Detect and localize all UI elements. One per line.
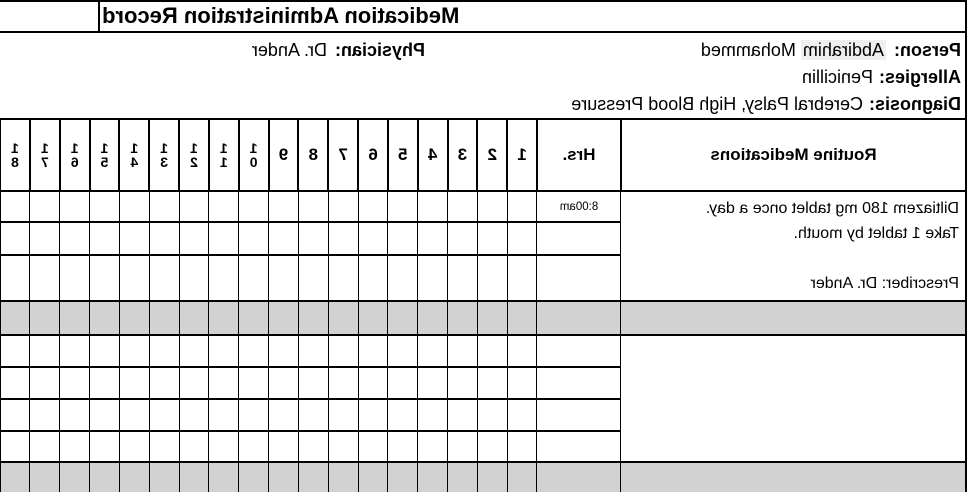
hour-cell[interactable] xyxy=(507,399,537,431)
hour-cell xyxy=(507,462,537,492)
hour-cell[interactable] xyxy=(179,399,209,431)
time-cell[interactable] xyxy=(537,399,621,431)
hour-cell[interactable] xyxy=(119,222,149,255)
hour-cell xyxy=(477,301,507,335)
hour-cell[interactable] xyxy=(0,367,30,399)
hour-digit: 0 xyxy=(249,154,258,170)
hour-cell xyxy=(30,462,60,492)
patient-info-section xyxy=(0,33,965,118)
hour-cell[interactable] xyxy=(388,335,418,367)
hour-cell[interactable] xyxy=(30,191,60,222)
hour-cell[interactable] xyxy=(269,335,299,367)
hour-cell[interactable] xyxy=(298,222,328,255)
hour-cell[interactable] xyxy=(477,255,507,301)
hour-cell[interactable] xyxy=(358,367,388,399)
hour-cell[interactable] xyxy=(507,191,537,222)
hour-cell xyxy=(60,462,90,492)
hour-cell xyxy=(328,301,358,335)
hour-header-cell xyxy=(60,119,90,191)
hour-cell xyxy=(418,301,448,335)
hour-header-cell xyxy=(90,119,120,191)
hour-cell xyxy=(418,462,448,492)
shaded-med-cell xyxy=(621,462,965,492)
hour-header-cell xyxy=(30,119,60,191)
hour-cell xyxy=(507,301,537,335)
hour-label: 9 xyxy=(278,145,289,164)
hour-cell[interactable] xyxy=(179,191,209,222)
allergies-label: Allergies: xyxy=(878,67,961,87)
hour-cell[interactable] xyxy=(0,335,30,367)
hour-cell[interactable] xyxy=(30,335,60,367)
shaded-divider-row xyxy=(0,301,965,335)
hour-cell[interactable] xyxy=(209,335,239,367)
hour-digit: 1 xyxy=(190,140,198,156)
person-last-name: Mohammed xyxy=(700,40,796,60)
hour-cell[interactable] xyxy=(30,431,60,462)
allergies-value: Penicillin xyxy=(801,67,873,87)
hour-cell[interactable] xyxy=(179,222,209,255)
hour-cell[interactable] xyxy=(507,335,537,367)
shaded-med-cell xyxy=(621,301,965,335)
hour-cell xyxy=(119,301,149,335)
hour-cell[interactable] xyxy=(179,335,209,367)
hour-cell[interactable] xyxy=(149,399,179,431)
hour-cell xyxy=(0,301,30,335)
page-title: Medication Administration Record xyxy=(98,2,965,31)
hour-cell[interactable] xyxy=(388,191,418,222)
hour-cell[interactable] xyxy=(269,399,299,431)
hour-cell[interactable] xyxy=(30,367,60,399)
hour-cell[interactable] xyxy=(60,367,90,399)
hour-header-cell xyxy=(507,119,537,191)
med-line-2: Take 1 tablet by mouth. xyxy=(793,225,959,242)
hour-cell[interactable] xyxy=(298,431,328,462)
hour-cell xyxy=(239,301,269,335)
hour-cell[interactable] xyxy=(269,191,299,222)
hour-cell[interactable] xyxy=(388,431,418,462)
prescriber-line: Prescriber: Dr. Ander xyxy=(810,275,959,292)
hour-cell[interactable] xyxy=(90,191,120,222)
hour-header-cell xyxy=(179,119,209,191)
hour-cell[interactable] xyxy=(328,191,358,222)
hour-cell[interactable] xyxy=(179,367,209,399)
hour-cell[interactable] xyxy=(358,431,388,462)
hour-cell xyxy=(90,462,120,492)
hour-cell[interactable] xyxy=(269,367,299,399)
hour-label: 2 xyxy=(487,145,497,164)
hour-cell[interactable] xyxy=(418,367,448,399)
hour-cell[interactable] xyxy=(90,399,120,431)
shaded-hrs-cell xyxy=(537,462,621,492)
hour-label: 8 xyxy=(308,145,319,164)
hour-cell[interactable] xyxy=(239,335,269,367)
hour-cell[interactable] xyxy=(60,222,90,255)
hour-cell[interactable] xyxy=(418,399,448,431)
hour-cell[interactable] xyxy=(388,222,418,255)
hour-cell[interactable] xyxy=(388,399,418,431)
routine-medications-header-cell: Routine Medications xyxy=(621,119,965,191)
hour-cell xyxy=(149,301,179,335)
hour-header-cell xyxy=(448,119,478,191)
hour-digit: 6 xyxy=(70,154,79,170)
hour-cell[interactable] xyxy=(477,191,507,222)
hour-cell xyxy=(388,462,418,492)
hour-cell[interactable] xyxy=(0,431,30,462)
hour-digit: 5 xyxy=(100,154,109,170)
hour-cell[interactable] xyxy=(328,255,358,301)
hour-label: 3 xyxy=(457,145,468,164)
hour-digit: 3 xyxy=(160,154,169,170)
hour-cell xyxy=(269,462,299,492)
person-line xyxy=(0,37,961,64)
hour-header-cell xyxy=(119,119,149,191)
time-cell[interactable] xyxy=(537,255,621,301)
hour-digit: 1 xyxy=(11,140,19,156)
hour-cell[interactable] xyxy=(119,255,149,301)
hour-cell[interactable] xyxy=(179,255,209,301)
table-header-row xyxy=(0,119,965,191)
hour-cell xyxy=(448,462,478,492)
time-cell[interactable] xyxy=(537,431,621,462)
hour-cell[interactable] xyxy=(90,335,120,367)
hour-cell[interactable] xyxy=(328,399,358,431)
hour-cell[interactable] xyxy=(209,255,239,301)
hour-cell[interactable] xyxy=(179,431,209,462)
hour-cell[interactable] xyxy=(149,335,179,367)
hour-cell[interactable] xyxy=(328,431,358,462)
hour-cell[interactable] xyxy=(0,222,30,255)
hour-cell[interactable] xyxy=(119,399,149,431)
hour-cell[interactable] xyxy=(209,431,239,462)
hour-label: 7 xyxy=(338,145,348,164)
hour-cell[interactable] xyxy=(209,367,239,399)
hour-cell[interactable] xyxy=(328,222,358,255)
hour-cell[interactable] xyxy=(119,431,149,462)
hour-cell[interactable] xyxy=(388,255,418,301)
hour-cell[interactable] xyxy=(418,431,448,462)
hour-cell xyxy=(90,301,120,335)
hour-cell xyxy=(477,462,507,492)
med-row-1 xyxy=(0,191,965,222)
hour-header-cell xyxy=(477,119,507,191)
hour-digit: 1 xyxy=(249,140,258,156)
time-cell[interactable] xyxy=(537,335,621,367)
hour-cell[interactable] xyxy=(269,431,299,462)
hour-cell[interactable] xyxy=(90,367,120,399)
hour-cell xyxy=(388,301,418,335)
hour-digit: 1 xyxy=(100,140,109,156)
hour-cell xyxy=(60,301,90,335)
hour-cell[interactable] xyxy=(60,335,90,367)
diagnosis-line xyxy=(0,91,961,118)
hour-cell[interactable] xyxy=(239,255,269,301)
hour-cell[interactable] xyxy=(448,399,478,431)
shaded-hrs-cell xyxy=(537,301,621,335)
hour-digit: 4 xyxy=(130,154,139,170)
hour-cell xyxy=(119,462,149,492)
hour-cell[interactable] xyxy=(298,255,328,301)
hour-cell[interactable] xyxy=(418,335,448,367)
physician-label: Physician: xyxy=(334,40,425,60)
hour-cell xyxy=(0,462,30,492)
hour-cell[interactable] xyxy=(30,399,60,431)
hrs-header-cell: Hrs. xyxy=(537,119,621,191)
hour-cell[interactable] xyxy=(209,222,239,255)
time-cell[interactable] xyxy=(537,367,621,399)
shaded-divider-row xyxy=(0,462,965,492)
hour-cell xyxy=(239,462,269,492)
hour-cell[interactable] xyxy=(149,431,179,462)
hour-cell[interactable] xyxy=(418,191,448,222)
person-first-name-highlighted: Abdirahim xyxy=(802,40,884,60)
hour-cell[interactable] xyxy=(149,191,179,222)
hour-cell[interactable] xyxy=(418,255,448,301)
title-row xyxy=(0,0,965,33)
hour-cell[interactable] xyxy=(358,191,388,222)
hour-cell[interactable] xyxy=(0,191,30,222)
hour-cell[interactable] xyxy=(239,367,269,399)
hour-cell xyxy=(448,301,478,335)
hour-cell[interactable] xyxy=(448,367,478,399)
hour-cell[interactable] xyxy=(269,222,299,255)
hour-cell xyxy=(298,462,328,492)
hour-cell[interactable] xyxy=(149,255,179,301)
hour-cell[interactable] xyxy=(0,399,30,431)
diagnosis-label: Diagnosis: xyxy=(868,94,961,114)
hour-digit: 1 xyxy=(219,154,228,170)
hour-header-cell xyxy=(418,119,448,191)
person-label: Person: xyxy=(893,40,961,60)
hour-label: 1 xyxy=(517,145,527,164)
hour-cell[interactable] xyxy=(477,367,507,399)
hour-cell[interactable] xyxy=(358,222,388,255)
diagnosis-value: Cerebral Palsy, High Blood Pressure xyxy=(571,94,863,114)
hour-cell[interactable] xyxy=(448,222,478,255)
time-cell[interactable] xyxy=(537,191,621,222)
hour-cell[interactable] xyxy=(90,255,120,301)
hour-cell xyxy=(358,301,388,335)
hour-cell[interactable] xyxy=(477,335,507,367)
hour-cell[interactable] xyxy=(507,367,537,399)
hour-digit: 1 xyxy=(219,140,228,156)
physician-line xyxy=(252,37,425,64)
hour-header-cell xyxy=(149,119,179,191)
hour-cell xyxy=(358,462,388,492)
empty-med-row-1 xyxy=(0,335,965,367)
hour-cell[interactable] xyxy=(119,367,149,399)
hour-header-cell xyxy=(358,119,388,191)
hour-cell[interactable] xyxy=(328,367,358,399)
hour-cell xyxy=(298,301,328,335)
hour-cell xyxy=(269,301,299,335)
hour-cell xyxy=(179,301,209,335)
hour-cell[interactable] xyxy=(60,399,90,431)
hour-cell[interactable] xyxy=(448,335,478,367)
empty-med-order-cell[interactable] xyxy=(621,335,965,462)
hour-cell[interactable] xyxy=(358,335,388,367)
hour-cell[interactable] xyxy=(0,255,30,301)
hour-digit: 8 xyxy=(11,154,19,170)
med-line-1: Diltiazem 180 mg tablet once a day. xyxy=(705,200,959,217)
hour-cell[interactable] xyxy=(298,335,328,367)
time-label: 8:00am xyxy=(559,200,599,213)
hour-cell[interactable] xyxy=(149,222,179,255)
medication-administration-table xyxy=(0,118,965,492)
hour-cell[interactable] xyxy=(60,431,90,462)
hour-cell[interactable] xyxy=(358,255,388,301)
hour-cell[interactable] xyxy=(507,222,537,255)
title-gap xyxy=(0,2,98,31)
hour-cell xyxy=(30,301,60,335)
hour-cell xyxy=(149,462,179,492)
hour-cell[interactable] xyxy=(119,191,149,222)
hour-cell[interactable] xyxy=(149,367,179,399)
hour-cell[interactable] xyxy=(388,367,418,399)
allergies-line xyxy=(0,64,961,91)
hour-cell[interactable] xyxy=(328,335,358,367)
hour-cell[interactable] xyxy=(60,191,90,222)
hour-digit: 1 xyxy=(160,140,169,156)
hour-header-cell xyxy=(328,119,358,191)
hour-digit: 7 xyxy=(40,154,49,170)
hour-header-cell xyxy=(298,119,328,191)
hour-header-cell xyxy=(239,119,269,191)
hour-cell xyxy=(179,462,209,492)
hour-label: 4 xyxy=(427,145,438,164)
hour-cell[interactable] xyxy=(298,367,328,399)
hour-cell[interactable] xyxy=(239,222,269,255)
hour-cell xyxy=(209,462,239,492)
hour-cell[interactable] xyxy=(239,399,269,431)
hour-cell[interactable] xyxy=(30,222,60,255)
hour-cell[interactable] xyxy=(30,255,60,301)
hour-cell[interactable] xyxy=(239,191,269,222)
med-order-cell[interactable] xyxy=(621,191,965,301)
hour-cell[interactable] xyxy=(358,399,388,431)
hour-digit: 2 xyxy=(190,154,198,170)
hour-header-cell xyxy=(209,119,239,191)
hour-cell[interactable] xyxy=(269,255,299,301)
hour-header-cell xyxy=(0,119,30,191)
time-cell[interactable] xyxy=(537,222,621,255)
hour-cell[interactable] xyxy=(209,191,239,222)
hour-cell[interactable] xyxy=(448,431,478,462)
hour-cell[interactable] xyxy=(60,255,90,301)
hour-header-cell xyxy=(388,119,418,191)
hour-label: 5 xyxy=(398,145,408,164)
hour-cell[interactable] xyxy=(448,255,478,301)
physician-value: Dr. Ander xyxy=(251,40,327,60)
hour-cell[interactable] xyxy=(239,431,269,462)
hour-cell[interactable] xyxy=(477,431,507,462)
hour-cell[interactable] xyxy=(209,399,239,431)
hour-cell xyxy=(328,462,358,492)
hour-cell[interactable] xyxy=(507,255,537,301)
hour-cell[interactable] xyxy=(298,191,328,222)
hour-cell[interactable] xyxy=(418,222,448,255)
hour-cell[interactable] xyxy=(119,335,149,367)
hour-cell[interactable] xyxy=(90,431,120,462)
hour-cell xyxy=(209,301,239,335)
hour-digit: 1 xyxy=(40,140,49,156)
hour-cell[interactable] xyxy=(477,222,507,255)
hour-label: 6 xyxy=(368,145,378,164)
hour-header-cell xyxy=(269,119,299,191)
hour-cell[interactable] xyxy=(90,222,120,255)
hour-digit: 1 xyxy=(130,140,139,156)
hour-digit: 1 xyxy=(70,140,79,156)
hour-cell[interactable] xyxy=(298,399,328,431)
hour-cell[interactable] xyxy=(477,399,507,431)
hour-cell[interactable] xyxy=(507,431,537,462)
hour-cell[interactable] xyxy=(448,191,478,222)
